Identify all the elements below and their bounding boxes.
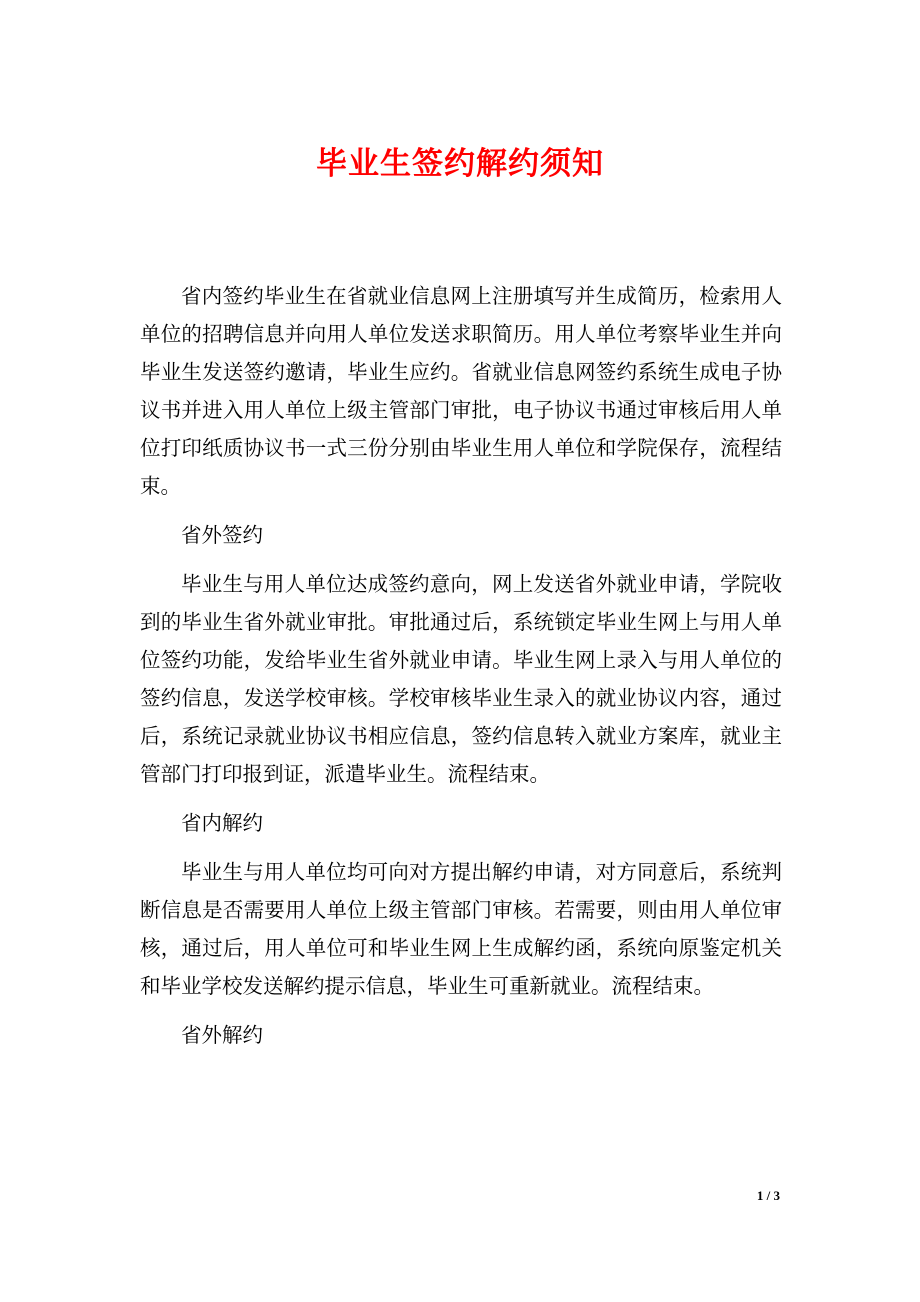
paragraph-gap <box>140 554 782 565</box>
paragraph-gap <box>140 793 782 804</box>
heading-out-of-province-signing: 省外签约 <box>181 523 263 547</box>
paragraph-in-province-signing: 省内签约毕业生在省就业信息网上注册填写并生成简历，检索用人单位的招聘信息并向用人单位发送求职简历。用人单位考察毕业生并向毕业生发送签约邀请，毕业生应约。省就业信息网签约系统生成电子协议书并进入用人单位上级主管部门审批，电子协议书通过审核后用人单位打印纸质协议书一式三份分别由毕业生用人单位和学院保存，流程结束。 <box>140 284 782 498</box>
document-title: 毕业生签约解约须知 <box>316 146 604 182</box>
paragraph-gap <box>140 842 782 853</box>
paragraph-gap <box>140 1005 782 1016</box>
page-number: 1 / 3 <box>756 1188 780 1203</box>
paragraph-out-of-province-signing: 毕业生与用人单位达成签约意向，网上发送省外就业申请，学院收到的毕业生省外就业审批。审批通过后，系统锁定毕业生网上与用人单位签约功能，发给毕业生省外就业申请。毕业生网上录入与用人单位的签约信息，发送学校审核。学校审核毕业生录入的就业协议内容，通过后，系统记录就业协议书相应信息，签约信息转入就业方案库，就业主管部门打印报到证，派遣毕业生。流程结束。 <box>140 572 782 786</box>
heading-out-of-province-termination: 省外解约 <box>181 1023 263 1047</box>
document-body <box>140 277 782 1054</box>
paragraph-in-province-termination: 毕业生与用人单位均可向对方提出解约申请，对方同意后，系统判断信息是否需要用人单位上级主管部门审核。若需要，则由用人单位审核，通过后，用人单位可和毕业生网上生成解约函，系统向原鉴定机关和毕业学校发送解约提示信息，毕业生可重新就业。流程结束。 <box>140 860 782 998</box>
paragraph-gap <box>140 505 782 516</box>
heading-in-province-termination: 省内解约 <box>181 811 263 835</box>
